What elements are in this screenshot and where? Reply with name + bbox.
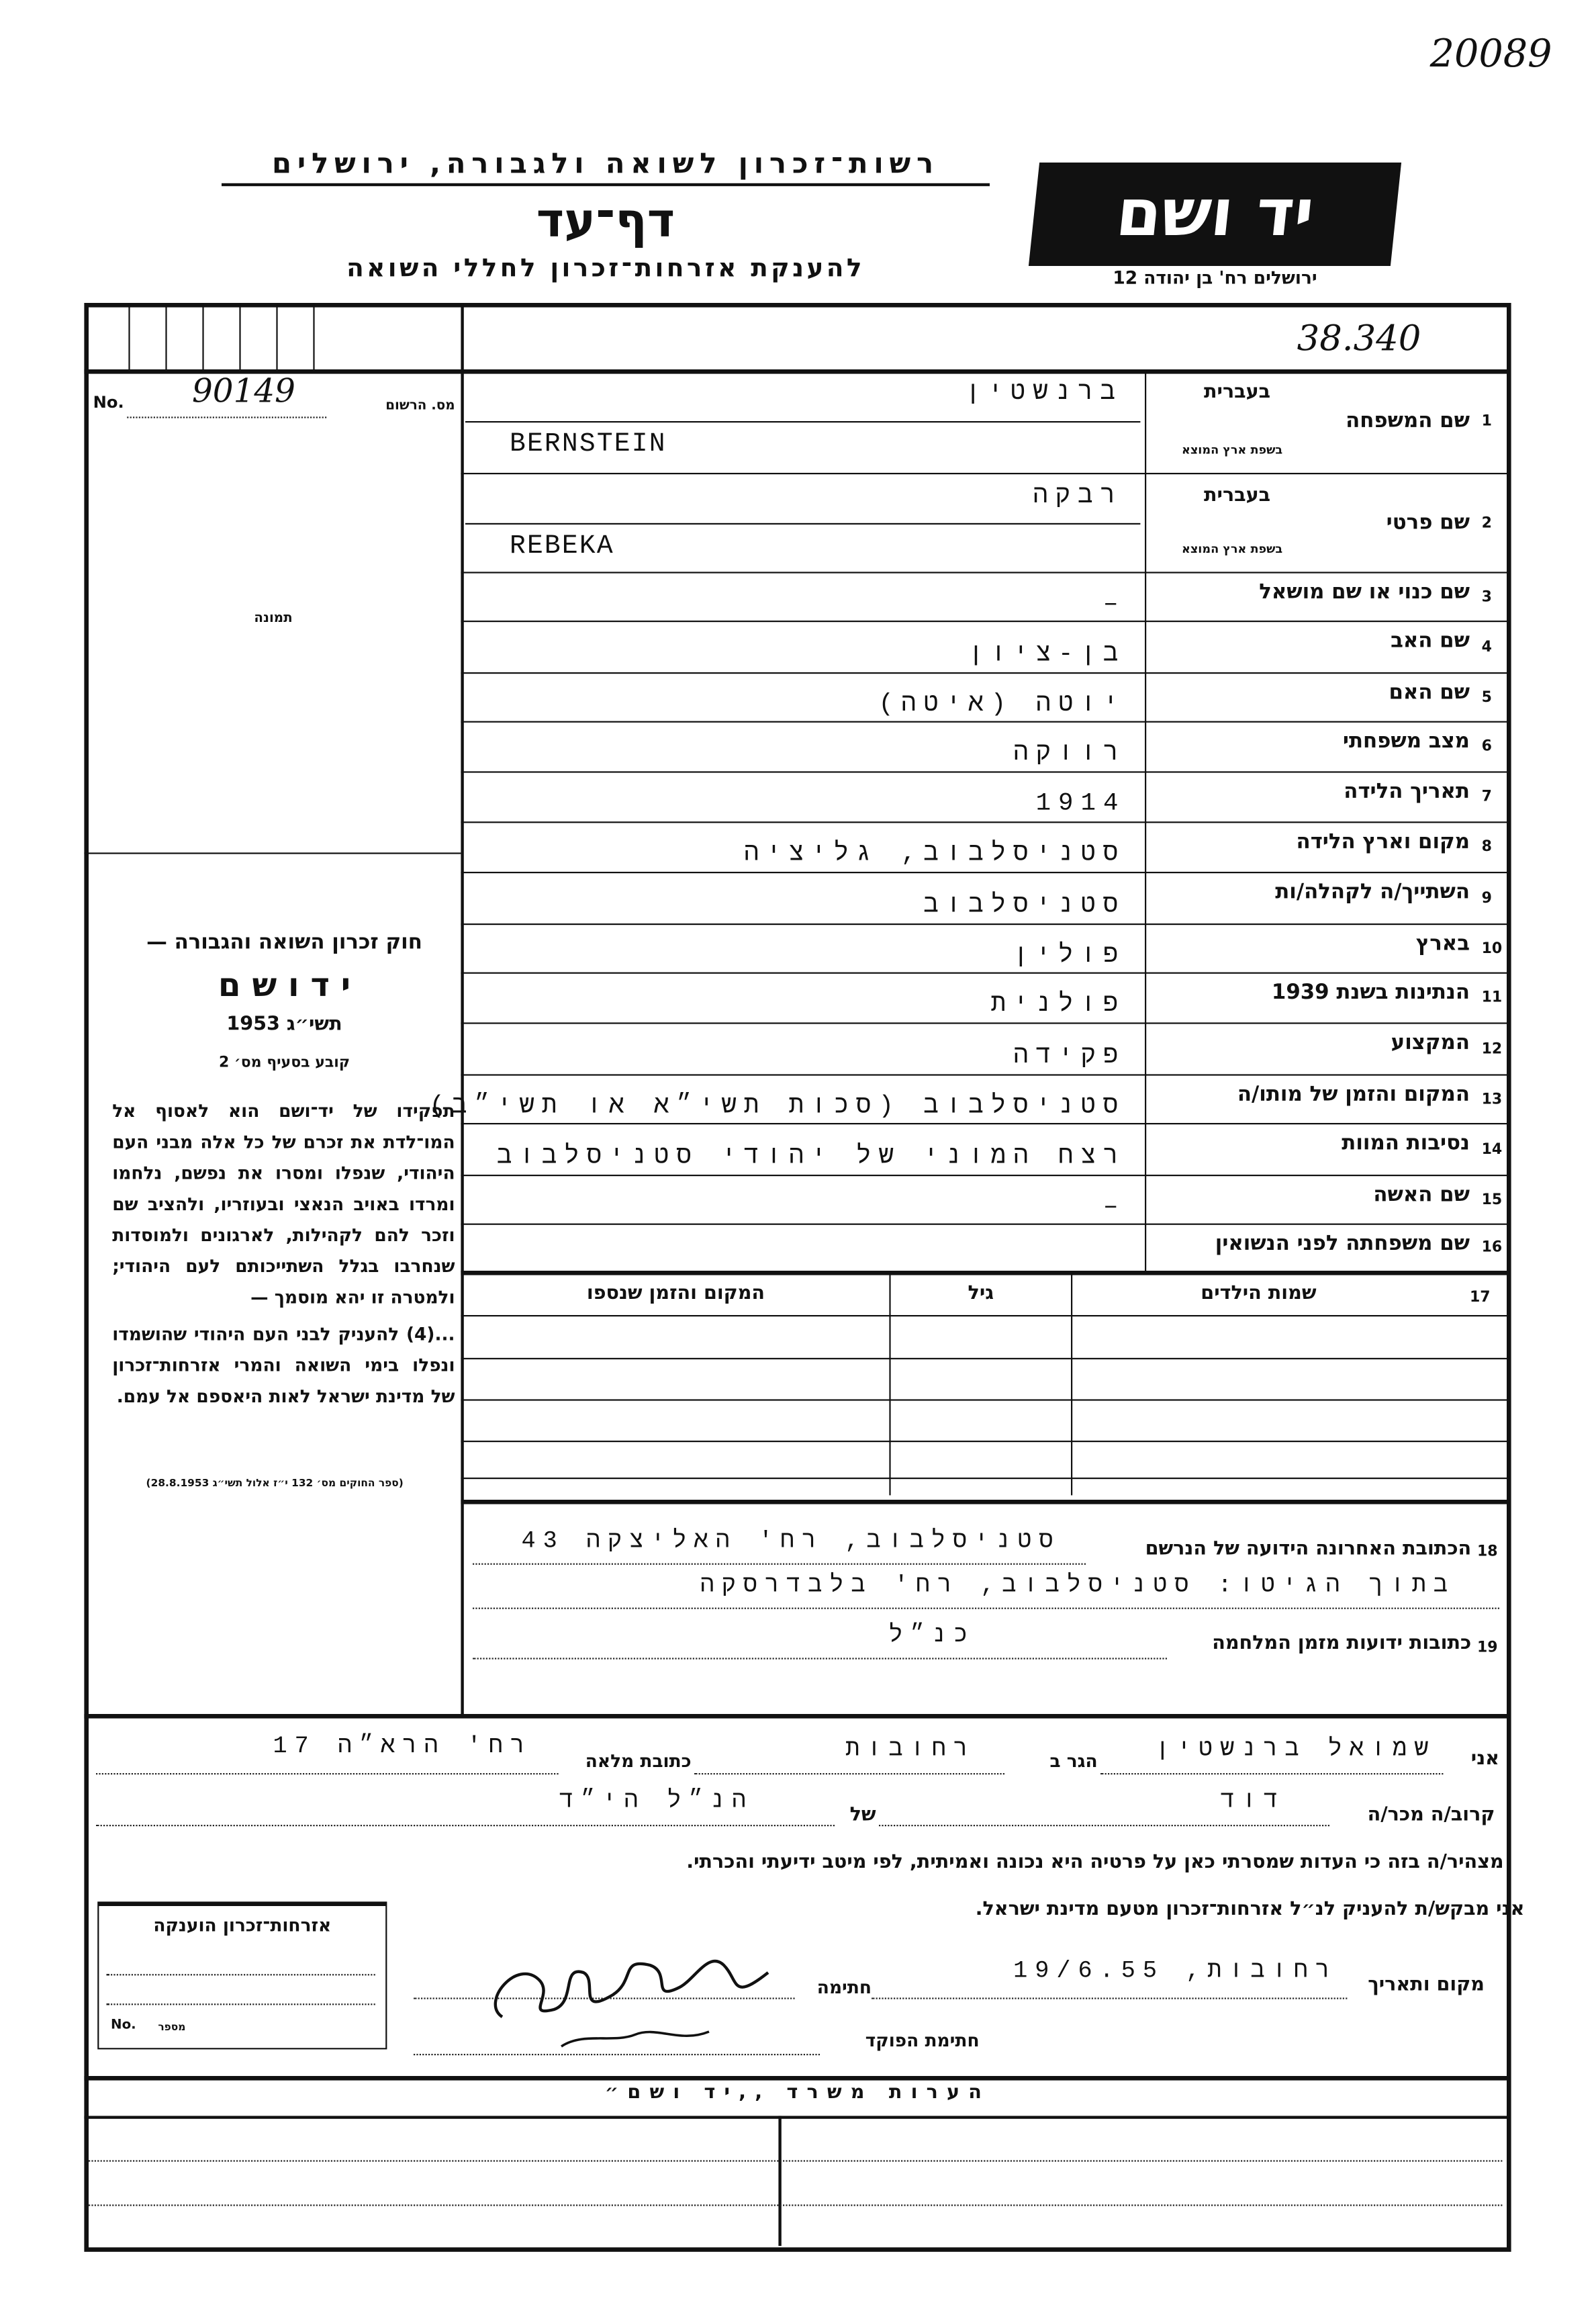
- field-label-11: הנתינות בשנת 1939: [1271, 981, 1470, 1005]
- children-age-header: גיל: [968, 1282, 994, 1305]
- lives-in-label: הגר ב: [1049, 1751, 1098, 1772]
- field-number: 8: [1481, 839, 1492, 856]
- field-value-local: BERNSTEIN: [510, 430, 667, 460]
- hebrew-sub-label: בעברית: [1204, 381, 1271, 404]
- form-subtitle: להענקת אזרחות־זכרון לחללי השואה: [346, 254, 865, 284]
- field-label-5: שם האם: [1389, 681, 1470, 705]
- registration-number: 90149: [192, 373, 295, 411]
- of-label: של: [849, 1804, 876, 1827]
- form-title: דף־עד: [536, 192, 675, 248]
- field-value-15: –: [1102, 1193, 1126, 1222]
- relation-value: דוד: [1220, 1788, 1285, 1815]
- full-address-label: כתובת מלאה: [585, 1751, 692, 1772]
- stamp-box-title: אזרחות־זכרון הוענקה: [153, 1915, 332, 1936]
- field-value-5: יוטה (איטה): [878, 690, 1126, 719]
- row-divider: [461, 572, 1507, 573]
- law-paragraph-2: ...(4) להעניק לבני העם היהודי שהושמדו ונפלו בימי השואה והמרי אזרחות־זכרון של מדינת ישראל לאות היאספם אל עמם.: [112, 1324, 455, 1407]
- address-line: ירושלים רח' בן יהודה 12: [1113, 267, 1317, 288]
- field-label-6: מצב משפחתי: [1342, 729, 1470, 754]
- field-value-9: סטניסלבוב: [923, 891, 1126, 920]
- field-value-11: פולנית: [990, 991, 1126, 1020]
- field-number: 5: [1481, 689, 1492, 706]
- field-number: 2: [1481, 514, 1492, 531]
- hebrew-sub-label: בעברית: [1204, 484, 1271, 507]
- field-value-14: רצח המוני של יהודי סטניסלבוב: [496, 1142, 1126, 1171]
- relation-label: קרוב/ה מכר/ה: [1367, 1804, 1495, 1827]
- sub-row-divider: [465, 523, 1140, 524]
- witness-name: שמואל ברנשטין: [1155, 1736, 1436, 1763]
- law-source: (ספר החוקים מס׳ 132 י״ז אלול תשי״ג 28.8.1953): [146, 1478, 404, 1490]
- field-number: 14: [1481, 1141, 1503, 1158]
- local-language-sub-label: בשפת ארץ המוצא: [1182, 443, 1283, 457]
- row-divider: [461, 1224, 1507, 1225]
- field-number: 13: [1481, 1091, 1503, 1108]
- field-label-8: מקום וארץ הלידה: [1296, 830, 1470, 854]
- field-number: 19: [1477, 1640, 1498, 1657]
- field-number: 11: [1481, 990, 1503, 1007]
- logo-text: יד ושם: [1113, 175, 1318, 251]
- field-value-4: בן-ציון: [968, 640, 1126, 669]
- law-title: חוק זכרון השואה והגבורה —: [146, 931, 422, 955]
- row-divider: [461, 923, 1507, 925]
- wartime-address-value: כנ״ל: [888, 1622, 975, 1649]
- i-label: אני: [1470, 1748, 1499, 1770]
- field-label-1: שם המשפחה: [1346, 409, 1470, 433]
- ghetto-address-value: בתוך הגיטו: סטניסלבוב, רח' בלבדרסקה: [700, 1572, 1455, 1599]
- witness-signature: [473, 1928, 798, 2054]
- place-date-value: רחובות, 19/6.55: [1013, 1958, 1337, 1985]
- row-divider: [461, 721, 1507, 723]
- stamp-box-no: No.: [111, 2018, 136, 2034]
- field-number: 7: [1481, 788, 1492, 805]
- field-label-14: נסיבות המוות: [1342, 1132, 1470, 1156]
- last-address-value: סטניסלבוב, רח' האליצקה 43: [521, 1527, 1061, 1555]
- local-language-sub-label: בשפת ארץ המוצא: [1182, 542, 1283, 556]
- row-divider: [461, 1175, 1507, 1176]
- place-date-label: מקום ותאריך: [1368, 1974, 1485, 1997]
- field-value-8: סטניסלבוב, גליציה: [743, 840, 1126, 869]
- field-value-hebrew: ברנשטין: [965, 379, 1123, 408]
- field-number: 4: [1481, 639, 1492, 656]
- wartime-address-label: כתובות ידועות מזמן המלחמה: [1212, 1633, 1472, 1655]
- sub-row-divider: [465, 421, 1140, 422]
- row-divider: [461, 872, 1507, 873]
- row-divider: [461, 621, 1507, 622]
- law-year: תשי״ג 1953: [226, 1013, 342, 1036]
- field-value-12: פקידה: [1013, 1042, 1126, 1071]
- field-label-10: בארץ: [1415, 932, 1470, 956]
- children-names-header: שמות הילדים: [1201, 1282, 1317, 1305]
- field-label-9: השתייך/ה לקהלה/ות: [1275, 880, 1470, 905]
- file-number: 38.340: [1297, 318, 1421, 359]
- field-number: 17: [1470, 1290, 1491, 1306]
- photo-placeholder: תמונה: [254, 611, 293, 627]
- row-divider: [461, 1123, 1507, 1124]
- field-value-hebrew: רבקה: [1033, 483, 1123, 512]
- field-number: 3: [1481, 588, 1492, 605]
- stamp-box-no-he: מספר: [158, 2021, 186, 2034]
- authority-title: רשות־זכרון לשואה ולגבורה, ירושלים: [222, 148, 990, 186]
- registration-no-label: No.: [93, 393, 124, 412]
- row-divider: [461, 672, 1507, 674]
- field-number: 15: [1481, 1191, 1503, 1208]
- last-address-label: הכתובת האחרונה הידועה של הנרשם: [1145, 1538, 1472, 1561]
- row-divider: [461, 821, 1507, 823]
- field-label-7: תאריך הלידה: [1344, 780, 1470, 804]
- field-label-15: שם האשה: [1373, 1183, 1470, 1208]
- field-number: 1: [1481, 414, 1492, 431]
- officer-signature-label: חתימת הפוקד: [865, 2030, 980, 2051]
- field-value-13: סטניסלבוב (סכות תשי״א או תשי״ב): [429, 1092, 1126, 1121]
- law-section: קובע בסעיף מס׳ 2: [218, 1054, 350, 1071]
- law-name: י ד ו ש ם: [218, 968, 351, 1005]
- field-number: 12: [1481, 1040, 1503, 1058]
- signature-label: חתימה: [816, 1977, 872, 1998]
- field-label-4: שם האב: [1391, 629, 1470, 653]
- law-paragraph-1: תפקידו של יד־ושם הוא לאסוף אל המו־לדת את זכרם של כל אלה מבני העם היהודי, שנפלו ומסרו את נפשם, נלחמו ומרדו באויב הנאצי ובעוזריו, ולהציב שם וזכר להם לקהילות, לארגונים ולמוסדות שנחרבו בגלל השתייכותם לעם היהודי; ולמטרה זו יהא מוסמך —: [112, 1101, 455, 1308]
- field-label-3: שם כנוי או שם מושאל: [1259, 580, 1470, 604]
- field-label-16: שם משפחתה לפני הנשואין: [1215, 1232, 1470, 1256]
- comments-title: הערות משרד ,,יד ושם״: [604, 2081, 991, 2104]
- field-number: 6: [1481, 739, 1492, 756]
- children-place-header: המקום והזמן שנספו: [586, 1282, 765, 1305]
- row-divider: [461, 771, 1507, 772]
- field-value-7: 1914: [1035, 790, 1126, 819]
- row-divider: [461, 1022, 1507, 1024]
- field-number: 10: [1481, 940, 1503, 957]
- field-number: 16: [1481, 1239, 1503, 1256]
- witness-address: רח' הרא״ה 17: [273, 1733, 532, 1760]
- field-number: 18: [1477, 1544, 1498, 1561]
- request-statement: אני מבקש/ת להעניק לנ״ל אזרחות־זכרון מטעם מדינת ישראל.: [975, 1899, 1525, 1921]
- document-number: 20089: [1429, 32, 1552, 77]
- relation-of-value: הנ״ל הי״ד: [559, 1788, 753, 1815]
- citizenship-stamp-box: [97, 1901, 387, 2049]
- field-value-6: רווקה: [1013, 740, 1126, 768]
- field-label-12: המקצוע: [1391, 1031, 1470, 1055]
- registration-label: מס. הרשום: [385, 399, 455, 414]
- row-divider: [461, 973, 1507, 974]
- field-label-2: שם פרטי: [1386, 510, 1470, 535]
- row-divider: [461, 473, 1507, 474]
- yad-vashem-logo: [1029, 163, 1401, 266]
- field-number: 9: [1481, 890, 1492, 907]
- declaration-statement: מצהיר/ה בזה כי העדות שמסרתי כאן על פרטיה היא נכונה ואמיתית, לפי מיטב ידיעתי והכרתי.: [686, 1851, 1504, 1874]
- field-value-10: פולין: [1013, 942, 1126, 970]
- field-value-local: REBEKA: [510, 531, 614, 561]
- field-label-13: המקום והזמן של מותו/ה: [1237, 1083, 1470, 1107]
- row-divider: [461, 1074, 1507, 1075]
- field-value-3: –: [1102, 590, 1126, 619]
- witness-city: רחובות: [845, 1736, 975, 1763]
